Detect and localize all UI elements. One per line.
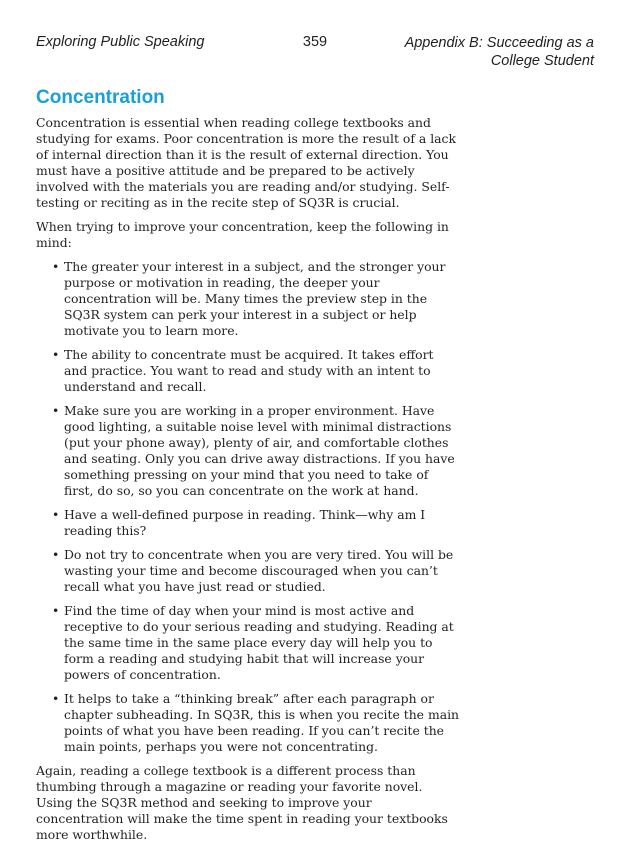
page-header [36,34,594,74]
closing-paragraph: Again, reading a college textbook is a different process than thumbing through a magazine or reading your favorite novel. Using the SQ3R method and seeking to improve your concentration will make the time spent in reading your textbooks more worthwhile. [36,763,448,842]
intro-paragraph: Concentration is essential when reading college textbooks and studying for exams. Poor concentration is more the result of a lack of internal direction than it is the result of external direction. You must have a positive attitude and be prepared to be actively involved with the materials you are reading and/or studying. Self-testing or reciting as in the recite step of SQ3R is crucial. [36,115,456,210]
section-body [36,115,460,851]
chapter-title-line-1: Appendix B: Succeeding as a [404,35,594,51]
lead-in-paragraph: When trying to improve your concentration, keep the following in mind: [36,219,449,250]
chapter-title-line-2: College Student [490,53,594,69]
list-item: • It helps to take a “thinking break” after each paragraph or chapter subheading. In SQ3R, this is when you recite the main points of what you have been reading. If you can’t recite the main points, perhaps you were not concentrating. [52,691,460,755]
chapter-title [405,34,594,70]
list-item: • The ability to concentrate must be acquired. It takes effort and practice. You want to read and study with an intent to understand and recall. [52,347,460,395]
list-item: • The greater your interest in a subject, and the stronger your purpose or motivation in reading, the deeper your concentration will be. Many times the preview step in the SQ3R system can perk your interest in a subject or help motivate you to learn more. [52,259,460,339]
list-item: • Do not try to concentrate when you are very tired. You will be wasting your time and become discouraged when you can’t recall what you have just read or studied. [52,547,460,595]
list-item: • Have a well-defined purpose in reading. Think—why am I reading this? [52,507,460,539]
list-item: • Find the time of day when your mind is most active and receptive to do your serious reading and studying. Reading at the same time in the same place every day will help you to form a reading and studying habit that will increase your powers of concentration. [52,603,460,683]
concentration-tips-list [36,259,460,755]
page-number: 359 [302,34,328,50]
section-title: Concentration [36,87,165,108]
book-title: Exploring Public Speaking [36,34,205,50]
list-item: • Make sure you are working in a proper environment. Have good lighting, a suitable noise level with minimal distractions (put your phone away), plenty of air, and comfortable clothes and seating. Only you can drive away distractions. If you have something pressing on your mind that you need to take of first, do so, so you can concentrate on the work at hand. [52,403,460,499]
